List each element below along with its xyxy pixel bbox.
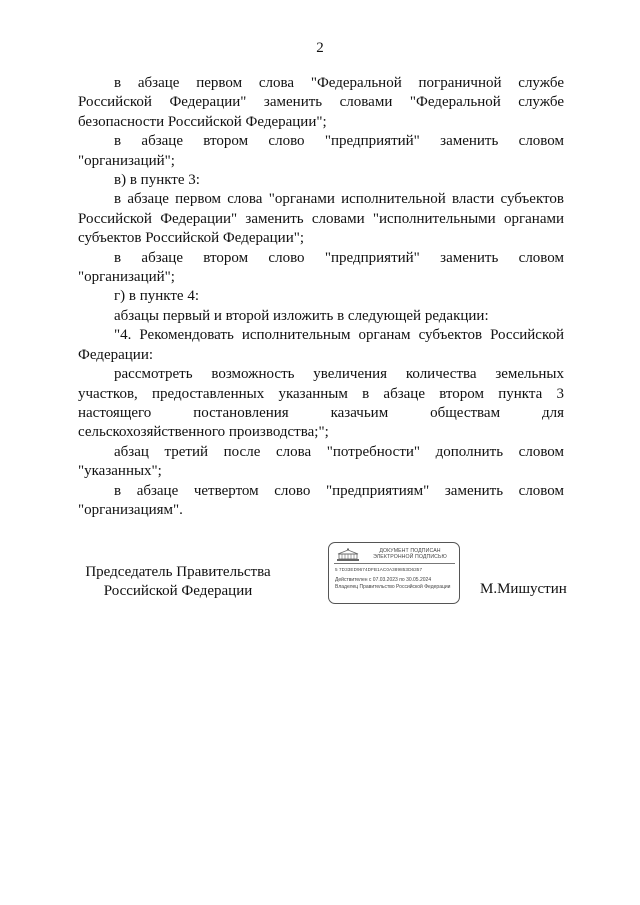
text-line: г) в пункте 4: bbox=[114, 288, 200, 305]
paragraph-2 bbox=[78, 132, 564, 171]
text-line: Российской Федерации" заменить словами "Федеральной службе bbox=[78, 94, 564, 111]
electronic-signature-stamp bbox=[328, 542, 460, 604]
text-line: настоящего постановления казачьим обществам для bbox=[78, 404, 564, 421]
stamp-title bbox=[363, 548, 457, 560]
text-line: безопасности Российской Федерации"; bbox=[78, 113, 327, 130]
paragraph-1 bbox=[78, 74, 564, 132]
paragraph-3 bbox=[78, 171, 564, 190]
signatory-name: М.Мишустин bbox=[480, 581, 567, 597]
text-line: участков, предоставленных указанным в абзаце втором пункта 3 bbox=[78, 385, 564, 402]
text-line: в) в пункте 3: bbox=[114, 172, 200, 189]
stamp-validity: Действителен с 07.03.2023 по 30.05.2024 bbox=[335, 577, 432, 583]
text-line: в абзаце втором слово "предприятий" заменить словом bbox=[114, 133, 564, 150]
stamp-divider bbox=[334, 563, 455, 564]
signatory-position bbox=[78, 563, 278, 601]
government-building-emblem-icon bbox=[335, 548, 361, 562]
paragraph-8 bbox=[78, 326, 564, 365]
signatory-position-line: Председатель Правительства bbox=[85, 564, 271, 580]
text-line: в абзаце втором слово "предприятий" заменить словом bbox=[114, 249, 564, 266]
text-line: "указанных"; bbox=[78, 463, 162, 480]
paragraph-5 bbox=[78, 249, 564, 288]
text-line: в абзаце первом слова "Федеральной пограничной службе bbox=[114, 75, 564, 91]
stamp-title-line: ДОКУМЕНТ ПОДПИСАН bbox=[379, 548, 441, 554]
text-line: абзацы первый и второй изложить в следующей редакции: bbox=[114, 307, 489, 324]
paragraph-9 bbox=[78, 365, 564, 443]
text-line: "организаций"; bbox=[78, 152, 175, 169]
text-line: Федерации: bbox=[78, 346, 154, 363]
text-line: в абзаце четвертом слово "предприятиям" заменить словом bbox=[114, 482, 564, 499]
paragraph-7 bbox=[78, 307, 564, 326]
text-line: абзац третий после слова "потребности" дополнить словом bbox=[114, 443, 564, 460]
paragraph-4 bbox=[78, 190, 564, 248]
text-line: "организациям". bbox=[78, 501, 183, 518]
text-line: субъектов Российской Федерации"; bbox=[78, 230, 305, 247]
text-line: в абзаце первом слова "органами исполнительной власти субъектов bbox=[114, 191, 564, 208]
stamp-title-line: ЭЛЕКТРОННОЙ ПОДПИСЬЮ bbox=[373, 554, 447, 561]
signatory-position-line: Российской Федерации bbox=[103, 583, 253, 599]
stamp-certificate-serial: 5 7D33ED9674DFB1AC0A389853D6357 bbox=[335, 567, 423, 572]
stamp-owner: Владелец Правительство Российской Федерации bbox=[335, 584, 451, 590]
document-body bbox=[78, 74, 564, 520]
text-line: "4. Рекомендовать исполнительным органам субъектов Российской bbox=[114, 327, 564, 344]
paragraph-6 bbox=[78, 287, 564, 306]
paragraph-11 bbox=[78, 482, 564, 521]
page-number: 2 bbox=[316, 40, 324, 56]
text-line: сельскохозяйственного производства;"; bbox=[78, 424, 329, 441]
text-line: Российской Федерации" заменить словами "исполнительными органами bbox=[78, 210, 564, 227]
text-line: "организаций"; bbox=[78, 269, 175, 286]
text-line: рассмотреть возможность увеличения количества земельных bbox=[114, 366, 564, 383]
paragraph-10 bbox=[78, 443, 564, 482]
